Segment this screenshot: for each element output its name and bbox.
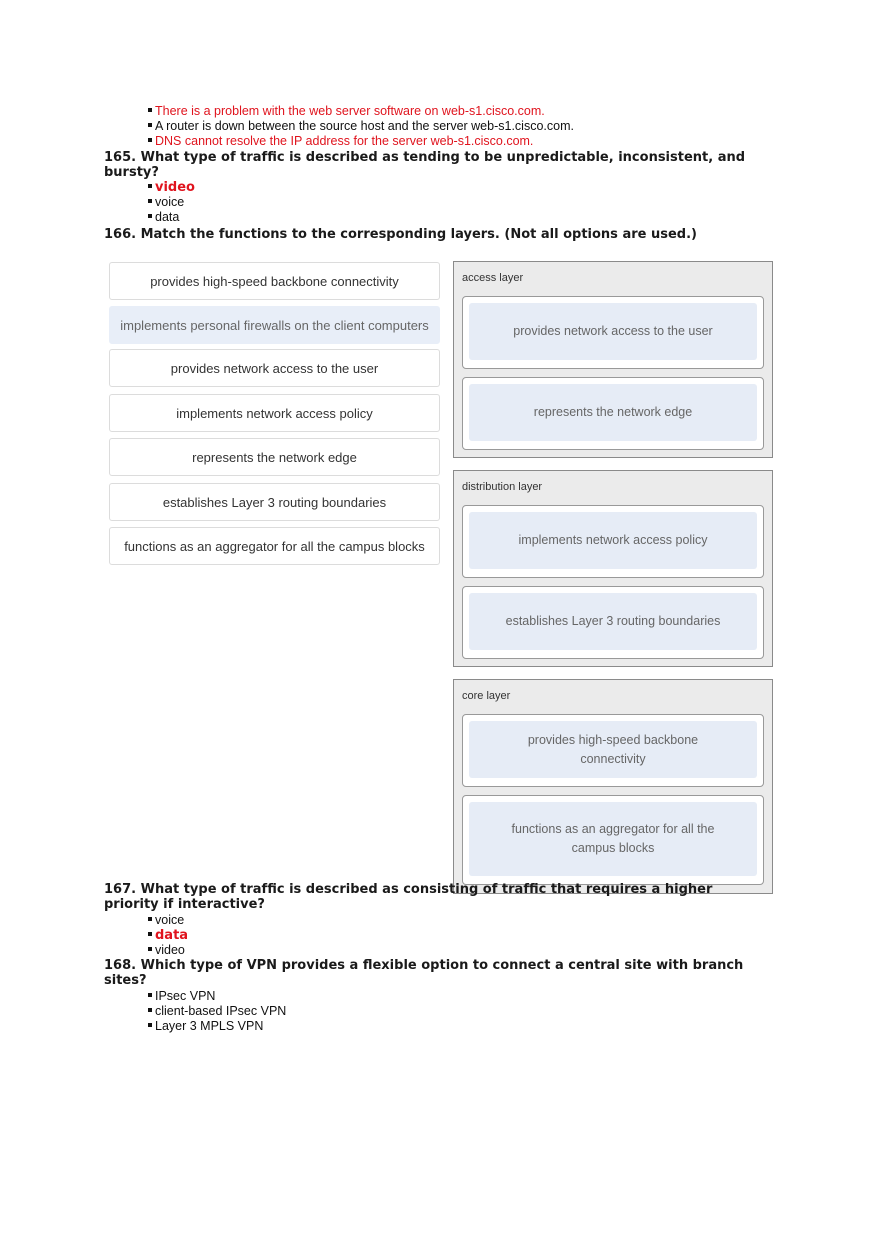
drop-slot[interactable] [462,714,764,787]
source-item-selected[interactable]: implements personal firewalls on the client computers [109,306,440,344]
distribution-layer-box [453,470,773,667]
core-layer-box [453,679,773,894]
slot-answer: provides high-speed backbone connectivity [469,721,757,778]
bullet-icon [148,184,152,188]
q168-question: 168. Which type of VPN provides a flexible option to connect a central site with branch sites? [104,958,744,988]
source-item[interactable]: represents the network edge [109,438,440,476]
slot-answer: implements network access policy [469,512,757,569]
bullet-icon [148,123,152,127]
slot-answer: functions as an aggregator for all the campus blocks [469,802,757,876]
q164-option-1: There is a problem with the web server software on web-s1.cisco.com. [148,104,545,119]
source-item[interactable]: provides network access to the user [109,349,440,387]
q167-option-1: voice [148,913,184,928]
source-item[interactable]: provides high-speed backbone connectivity [109,262,440,300]
access-layer-box [453,261,773,458]
q165-question: 165. What type of trafﬁc is described as tending to be unpredictable, inconsistent, and bursty? [104,150,746,180]
q166-question: 166. Match the functions to the corresponding layers. (Not all options are used.) [104,227,697,242]
layer-title: distribution layer [462,481,543,493]
source-item[interactable]: establishes Layer 3 routing boundaries [109,483,440,521]
drop-slot[interactable] [462,296,764,369]
bullet-icon [148,199,152,203]
drop-slot[interactable] [462,377,764,450]
q168-option-1: IPsec VPN [148,989,215,1004]
q167-option-2: data [148,928,188,943]
q165-option-2: voice [148,195,184,210]
bullet-icon [148,108,152,112]
bullet-icon [148,1008,152,1012]
bullet-icon [148,993,152,997]
q164-option-3: DNS cannot resolve the IP address for the server web-s1.cisco.com. [148,134,533,149]
drop-slot[interactable] [462,586,764,659]
q168-option-3: Layer 3 MPLS VPN [148,1019,263,1034]
bullet-icon [148,1023,152,1027]
bullet-icon [148,138,152,142]
q165-option-3: data [148,210,179,225]
bullet-icon [148,932,152,936]
slot-answer: provides network access to the user [469,303,757,360]
bullet-icon [148,214,152,218]
q167-option-3: video [148,943,185,958]
layer-title: core layer [462,690,511,702]
drop-slot[interactable] [462,795,764,885]
layer-title: access layer [462,272,524,284]
drop-slot[interactable] [462,505,764,578]
q168-option-2: client-based IPsec VPN [148,1004,286,1019]
q164-option-2: A router is down between the source host and the server web-s1.cisco.com. [148,119,574,134]
source-item[interactable]: functions as an aggregator for all the campus blocks [109,527,440,565]
bullet-icon [148,917,152,921]
q165-option-1: video [148,180,195,195]
slot-answer: represents the network edge [469,384,757,441]
q167-question: 167. What type of trafﬁc is described as consisting of trafﬁc that requires a higher priority if interactive? [104,882,713,912]
source-item[interactable]: implements network access policy [109,394,440,432]
slot-answer: establishes Layer 3 routing boundaries [469,593,757,650]
bullet-icon [148,947,152,951]
